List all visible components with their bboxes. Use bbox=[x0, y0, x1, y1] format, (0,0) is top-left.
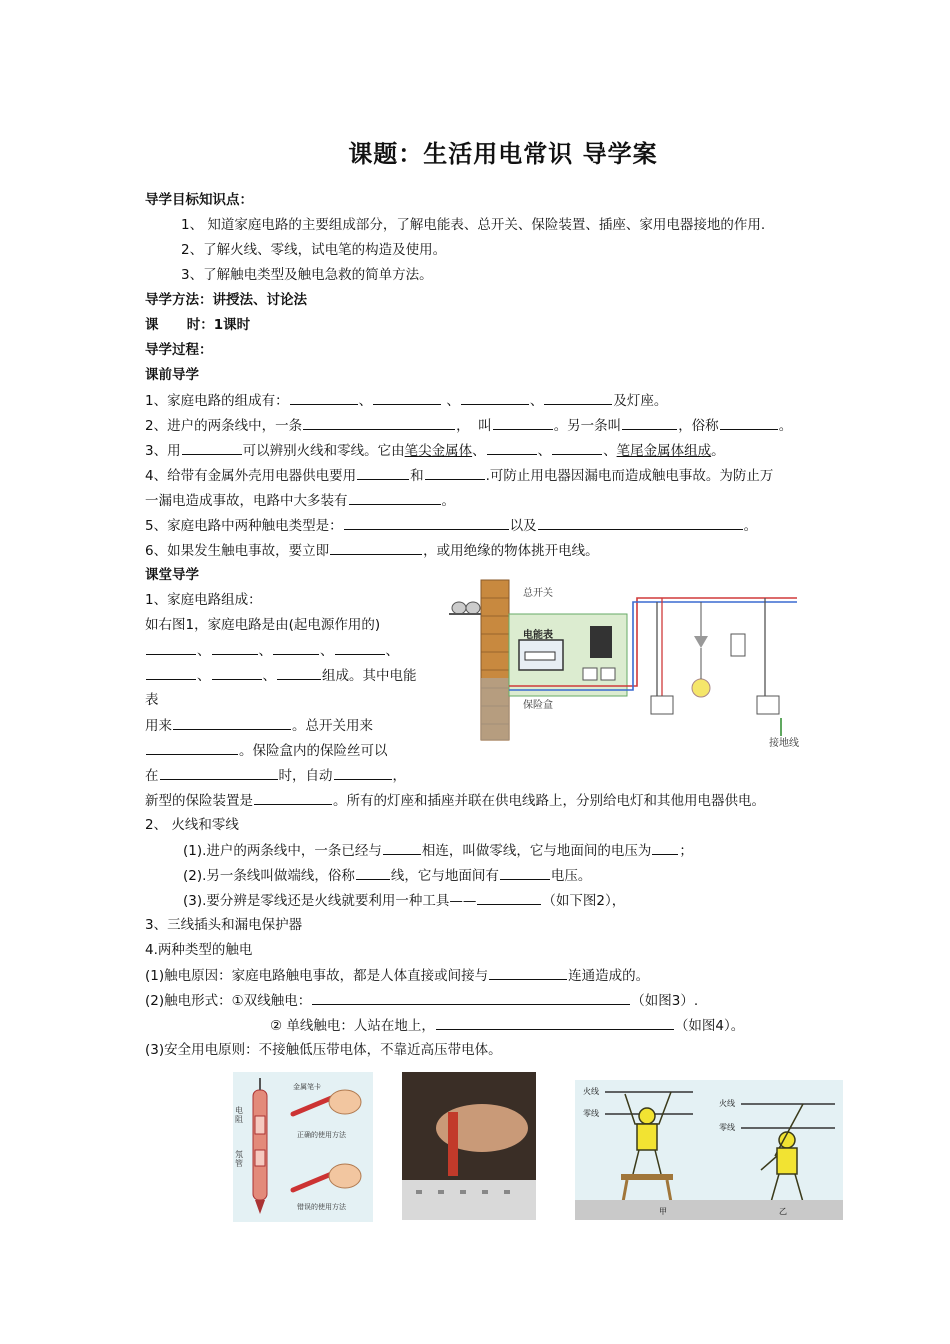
c1-use-text: 用来 bbox=[145, 718, 172, 734]
label-wrong-method: 错误的使用方法 bbox=[297, 1203, 346, 1211]
blank[interactable] bbox=[330, 541, 422, 555]
socket-left bbox=[651, 696, 673, 714]
figure-tester-pen bbox=[233, 1072, 373, 1222]
blank[interactable] bbox=[552, 441, 602, 455]
insulator-left bbox=[452, 602, 466, 614]
pre-heading: 课前导学 bbox=[145, 367, 199, 383]
period-label: 课 时： bbox=[145, 317, 214, 333]
c2-l1-b: 相连，叫做零线，它与地面间的电压为 bbox=[421, 843, 652, 859]
method: 导学方法：讲授法、讨论法 bbox=[145, 292, 307, 308]
c2-l2-text: (2).另一条线叫做端线，俗称 bbox=[183, 868, 355, 884]
label-neon-tube: 氖管 bbox=[235, 1150, 243, 1168]
figure-shock-types bbox=[575, 1080, 843, 1220]
pre-q4-c: .可防止用电器因漏电而造成触电事故。为防止万 bbox=[485, 468, 774, 484]
pre-q2-b: ， 叫 bbox=[456, 418, 492, 434]
pre-q5 bbox=[145, 516, 757, 535]
c2-l1-end: ； bbox=[679, 843, 693, 859]
hand-correct bbox=[329, 1090, 361, 1114]
c1-blanks-2: 、 、 组成。其中电能 bbox=[145, 666, 417, 685]
blank[interactable] bbox=[652, 841, 678, 855]
blank[interactable] bbox=[254, 791, 332, 805]
c1-intro: 如右图1，家庭电路是由(起电源作用的) bbox=[145, 617, 381, 633]
c3-heading: 3、三线插头和漏电保护器 bbox=[145, 917, 303, 933]
c1-fuse-text: 。保险盒内的保险丝可以 bbox=[239, 743, 388, 759]
pre-q3-text: 3、用 bbox=[145, 443, 181, 459]
c1-zai-text: 在 bbox=[145, 768, 159, 784]
fuse-box-2 bbox=[601, 668, 615, 680]
c4-heading: 4.两种类型的触电 bbox=[145, 942, 253, 958]
label-fuse-box: 保险盒 bbox=[523, 700, 553, 711]
c4-form-text: (2)触电形式：①双线触电： bbox=[145, 993, 312, 1009]
pre-q6 bbox=[145, 541, 599, 560]
blank[interactable] bbox=[312, 991, 630, 1005]
hand-wrong bbox=[329, 1164, 361, 1188]
c1-zai: 在 时，自动 ， bbox=[145, 768, 406, 784]
blank[interactable] bbox=[622, 416, 677, 430]
c1-biao: 表 bbox=[145, 692, 159, 708]
label-live-left: 火线 bbox=[583, 1087, 599, 1096]
goals-heading: 导学目标知识点： bbox=[145, 192, 253, 208]
c2-l3-text: (3).要分辨是零线还是火线就要利用一种工具—— bbox=[183, 893, 477, 909]
c1-tail: 组成。其中电能 bbox=[322, 668, 417, 684]
c1-use bbox=[145, 716, 373, 735]
blank[interactable] bbox=[182, 441, 242, 455]
label-ground: 接地线 bbox=[769, 738, 799, 749]
blank[interactable] bbox=[493, 416, 553, 430]
pre-q4-line2-end: 。 bbox=[441, 493, 455, 509]
blank[interactable] bbox=[303, 416, 455, 430]
blank[interactable] bbox=[477, 891, 541, 905]
label-resistor: 电阻 bbox=[235, 1106, 243, 1124]
c4-cause bbox=[145, 966, 649, 985]
c1-new-b: 。所有的灯座和插座并联在供电线路上，分别给电灯和其他用电器供电。 bbox=[333, 793, 765, 809]
c1-shi-text: 时，自动 bbox=[278, 768, 333, 784]
pre-q3-tail: 笔尾金属体组成 bbox=[616, 443, 712, 459]
page-title: 课题：生活用电常识 导学案 bbox=[348, 140, 658, 168]
pre-q4-b: 和 bbox=[410, 468, 424, 484]
pre-q3: 3、用 可以辨别火线和零线。它由笔尖金属体、 、 、笔尾金属体组成。 bbox=[145, 443, 725, 459]
label-main-switch: 总开关 bbox=[523, 588, 553, 599]
pre-q1-text: 1、家庭电路的组成有： bbox=[145, 393, 289, 409]
c4-single-text: ② 单线触电：人站在地上， bbox=[270, 1018, 435, 1034]
c4-form-end: （如图3）. bbox=[631, 993, 699, 1009]
c2-l3-end: （如下图2）， bbox=[542, 893, 626, 909]
blank[interactable] bbox=[146, 641, 196, 655]
blank[interactable] bbox=[357, 466, 409, 480]
pre-q6-text: 6、如果发生触电事故，要立即 bbox=[145, 543, 330, 559]
blank[interactable] bbox=[160, 766, 278, 780]
blank[interactable] bbox=[487, 441, 537, 455]
pre-q4-text: 4、给带有金属外壳用电器供电要用 bbox=[145, 468, 357, 484]
pre-q5-text: 5、家庭电路中两种触电类型是： bbox=[145, 518, 343, 534]
label-neutral-right: 零线 bbox=[719, 1123, 735, 1132]
blank[interactable] bbox=[212, 666, 262, 680]
label-meter: 电能表 bbox=[523, 630, 553, 641]
pre-q4-line2-text: 一漏电造成事故，电路中大多装有 bbox=[145, 493, 348, 509]
insulator-right bbox=[466, 602, 480, 614]
label-neutral-left: 零线 bbox=[583, 1109, 599, 1118]
goal-2: 2、了解火线、零线，试电笔的构造及使用。 bbox=[181, 242, 447, 258]
class-heading: 课堂导学 bbox=[145, 567, 199, 583]
c4-cause-end: 连通造成的。 bbox=[568, 968, 650, 984]
c4-rule: (3)安全用电原则：不接触低压带电体，不靠近高压带电体。 bbox=[145, 1042, 502, 1058]
blank[interactable] bbox=[349, 491, 441, 505]
caption-jia: 甲 bbox=[659, 1207, 667, 1216]
blank[interactable] bbox=[425, 466, 485, 480]
goal-3: 3、了解触电类型及触电急救的简单方法。 bbox=[181, 267, 433, 283]
blank[interactable] bbox=[173, 716, 291, 730]
pre-q5-b: 以及 bbox=[509, 518, 537, 534]
pre-q3-b: 可以辨别火线和零线。它由 bbox=[242, 443, 405, 459]
label-metal-clip: 金属笔卡 bbox=[293, 1083, 321, 1091]
switch bbox=[731, 634, 745, 656]
blank[interactable] bbox=[373, 391, 441, 405]
blank[interactable] bbox=[344, 516, 509, 530]
blank[interactable] bbox=[334, 766, 392, 780]
socket-strip bbox=[402, 1180, 536, 1220]
pre-q1: 1、家庭电路的组成有： 、 、 、 及灯座。 bbox=[145, 393, 668, 409]
pre-q3-c: 、 bbox=[472, 443, 486, 459]
blank[interactable] bbox=[461, 391, 529, 405]
goal-1: 1、 知道家庭电路的主要组成部分，了解电能表、总开关、保险装置、插座、家用电器接地的作用. bbox=[181, 217, 766, 233]
blank[interactable] bbox=[277, 666, 321, 680]
fuse-box-1 bbox=[583, 668, 597, 680]
bulb bbox=[692, 679, 710, 697]
ground bbox=[575, 1200, 843, 1220]
blank[interactable] bbox=[212, 641, 258, 655]
figure-tester-photo bbox=[402, 1072, 536, 1220]
period bbox=[145, 316, 250, 334]
pre-q2 bbox=[145, 416, 792, 435]
lamp-holder bbox=[694, 636, 708, 648]
c2-l2 bbox=[183, 866, 591, 885]
c1-new bbox=[145, 791, 765, 810]
blank[interactable] bbox=[356, 866, 390, 880]
blank[interactable] bbox=[290, 391, 358, 405]
c2-l2-b: 线，它与地面间有 bbox=[390, 868, 499, 884]
caption-yi: 乙 bbox=[779, 1207, 787, 1216]
main-switch bbox=[590, 626, 612, 658]
label-correct-method: 正确的使用方法 bbox=[297, 1131, 346, 1139]
blank[interactable] bbox=[383, 841, 421, 855]
process-heading: 导学过程： bbox=[145, 342, 213, 358]
c2-l1-text: (1).进户的两条线中，一条已经与 bbox=[183, 843, 382, 859]
tester-photo bbox=[448, 1112, 458, 1176]
figure-household-circuit bbox=[447, 578, 805, 750]
c1-blanks-1: 、 、 、 、 bbox=[145, 641, 399, 660]
pre-q2-end: 。 bbox=[778, 418, 793, 434]
c2-heading: 2、 火线和零线 bbox=[145, 817, 239, 833]
c1-heading: 1、家庭电路组成： bbox=[145, 592, 262, 608]
blank[interactable] bbox=[544, 391, 612, 405]
pre-q1-end: 及灯座。 bbox=[613, 393, 668, 409]
pre-q3-underlined: 笔尖金属体 bbox=[404, 443, 473, 459]
pen-body bbox=[253, 1090, 267, 1200]
pre-q6-b: ，或用绝缘的物体挑开电线。 bbox=[423, 543, 599, 559]
socket-right bbox=[757, 696, 779, 714]
c1-switch-text: 。总开关用来 bbox=[292, 718, 373, 734]
pre-q4 bbox=[145, 466, 773, 485]
c4-cause-text: (1)触电原因：家庭电路触电事故，都是人体直接或间接与 bbox=[145, 968, 489, 984]
blank[interactable] bbox=[538, 516, 743, 530]
c2-l1 bbox=[183, 841, 693, 860]
c1-new-text: 新型的保险装置是 bbox=[145, 793, 253, 809]
pre-q5-end: 。 bbox=[743, 518, 758, 534]
c2-l2-end: 电压。 bbox=[550, 868, 592, 884]
blank[interactable] bbox=[335, 641, 385, 655]
period-value: 1课时 bbox=[213, 317, 251, 333]
blank[interactable] bbox=[273, 641, 319, 655]
person-single-contact bbox=[761, 1104, 803, 1202]
blank[interactable] bbox=[146, 666, 196, 680]
pre-q2-d: ，俗称 bbox=[678, 418, 719, 434]
c2-l3 bbox=[183, 891, 625, 910]
blank[interactable] bbox=[500, 866, 550, 880]
c4-form bbox=[145, 991, 698, 1010]
blank[interactable] bbox=[489, 966, 567, 980]
label-live-right: 火线 bbox=[719, 1099, 735, 1108]
circuit-diagram bbox=[447, 578, 805, 750]
stool bbox=[621, 1174, 673, 1180]
person-double-contact bbox=[625, 1092, 671, 1174]
pre-q3-end: 。 bbox=[711, 443, 725, 459]
c4-single bbox=[270, 1016, 744, 1035]
c4-single-end: （如图4）。 bbox=[674, 1018, 745, 1034]
blank[interactable] bbox=[720, 416, 778, 430]
blank[interactable] bbox=[436, 1016, 674, 1030]
pre-q4-line2 bbox=[145, 491, 455, 510]
blank[interactable] bbox=[146, 741, 238, 755]
c1-fuse bbox=[145, 741, 388, 760]
pre-q2-text: 2、进户的两条线中，一条 bbox=[145, 418, 303, 434]
pre-q2-c: 。另一条叫 bbox=[553, 418, 622, 434]
